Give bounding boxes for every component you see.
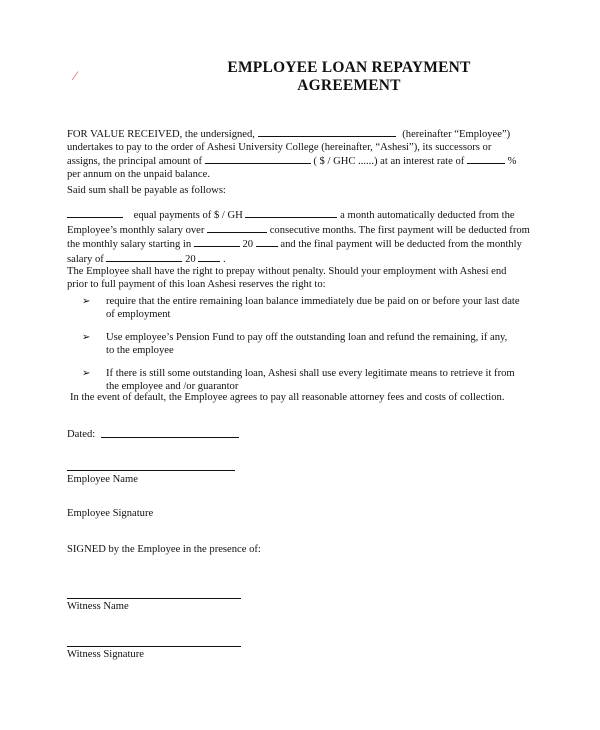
end-year-blank[interactable] bbox=[198, 252, 220, 262]
terms-text: 20 bbox=[242, 239, 254, 251]
payment-count-blank[interactable] bbox=[67, 208, 123, 218]
terms-text: equal payments of $ / GH bbox=[133, 210, 243, 221]
list-item bbox=[82, 296, 548, 321]
start-month-blank[interactable] bbox=[194, 237, 240, 247]
intro-text: (hereinafter “Employee”) bbox=[402, 129, 511, 140]
document-title-line2: AGREEMENT bbox=[297, 77, 401, 94]
dated-label: Dated: bbox=[67, 429, 96, 440]
intro-text: ( $ / GHC ......) at an interest rate of bbox=[313, 156, 465, 168]
terms-text: consecutive months. The first payment will be deducted from bbox=[269, 224, 530, 236]
intro-paragraph bbox=[67, 127, 545, 181]
dated-line[interactable] bbox=[101, 437, 239, 438]
months-blank[interactable] bbox=[207, 223, 267, 233]
signed-by-label: SIGNED by the Employee in the presence of: bbox=[67, 544, 261, 555]
prepay-paragraph bbox=[67, 266, 545, 291]
terms-text: 20 bbox=[185, 253, 196, 265]
red-mark: ⁄ bbox=[74, 68, 77, 83]
intro-line-2: undertakes to pay to the order of Ashesi University College (hereinafter, “Ashesi”), its successors or bbox=[67, 141, 492, 153]
list-item bbox=[82, 332, 548, 357]
default-paragraph: In the event of default, the Employee agrees to pay all reasonable attorney fees and costs of collection. bbox=[70, 392, 505, 403]
prepay-line-2: prior to full payment of this loan Ashesi reserves the right to: bbox=[67, 278, 326, 290]
start-year-blank[interactable] bbox=[256, 237, 278, 247]
arrow-bullet-icon: ➢ bbox=[82, 368, 91, 380]
employee-name-line[interactable] bbox=[67, 470, 235, 471]
list-item bbox=[82, 368, 548, 393]
witness-name-line[interactable] bbox=[67, 598, 241, 599]
rights-list bbox=[82, 296, 548, 405]
arrow-bullet-icon: ➢ bbox=[82, 332, 91, 344]
interest-rate-blank[interactable] bbox=[467, 154, 505, 164]
witness-signature-line[interactable] bbox=[67, 646, 241, 647]
prepay-line-1: The Employee shall have the right to prepay without penalty. Should your employment with Ashesi end bbox=[67, 266, 507, 277]
terms-text: and the final payment will be deducted from the monthly bbox=[280, 239, 522, 251]
witness-name-label: Witness Name bbox=[67, 601, 129, 612]
employee-name-blank[interactable] bbox=[258, 127, 396, 137]
terms-text: the monthly salary starting in bbox=[67, 239, 192, 251]
intro-line-3 bbox=[67, 154, 545, 169]
intro-text: % bbox=[507, 156, 517, 168]
employee-signature-label: Employee Signature bbox=[67, 508, 154, 519]
bullet-text: the employee and /or guarantor bbox=[106, 380, 239, 392]
terms-line-1 bbox=[67, 208, 545, 223]
terms-text: salary of bbox=[67, 253, 104, 265]
payment-terms bbox=[67, 208, 545, 266]
payment-amount-blank[interactable] bbox=[245, 208, 337, 218]
bullet-text: require that the entire remaining loan balance immediately due be paid on or before your last date bbox=[106, 296, 520, 307]
terms-line-2 bbox=[67, 223, 545, 238]
intro-line-4: per annum on the unpaid balance. bbox=[67, 168, 210, 180]
intro-text: assigns, the principal amount of bbox=[67, 156, 203, 168]
bullet-text: If there is still some outstanding loan, Ashesi shall use every legitimate means to retrieve it from bbox=[106, 368, 515, 380]
intro-text: FOR VALUE RECEIVED, the undersigned, bbox=[67, 129, 255, 140]
document-title-line1: EMPLOYEE LOAN REPAYMENT bbox=[227, 59, 471, 76]
terms-line-4 bbox=[67, 252, 545, 267]
payable-heading: Said sum shall be payable as follows: bbox=[67, 185, 226, 196]
end-month-blank[interactable] bbox=[106, 252, 182, 262]
witness-signature-label: Witness Signature bbox=[67, 649, 144, 660]
bullet-text: to the employee bbox=[106, 344, 174, 356]
intro-line-1 bbox=[67, 127, 545, 142]
principal-amount-blank[interactable] bbox=[205, 154, 311, 164]
employee-name-label: Employee Name bbox=[67, 474, 138, 485]
bullet-text: Use employee’s Pension Fund to pay off the outstanding loan and refund the remaining, if any, bbox=[106, 332, 508, 344]
terms-text: . bbox=[223, 253, 226, 265]
arrow-bullet-icon: ➢ bbox=[82, 296, 91, 307]
bullet-text: of employment bbox=[106, 308, 171, 320]
terms-text: a month automatically deducted from the bbox=[340, 210, 515, 221]
terms-line-3 bbox=[67, 237, 545, 252]
terms-text: Employee’s monthly salary over bbox=[67, 224, 205, 236]
